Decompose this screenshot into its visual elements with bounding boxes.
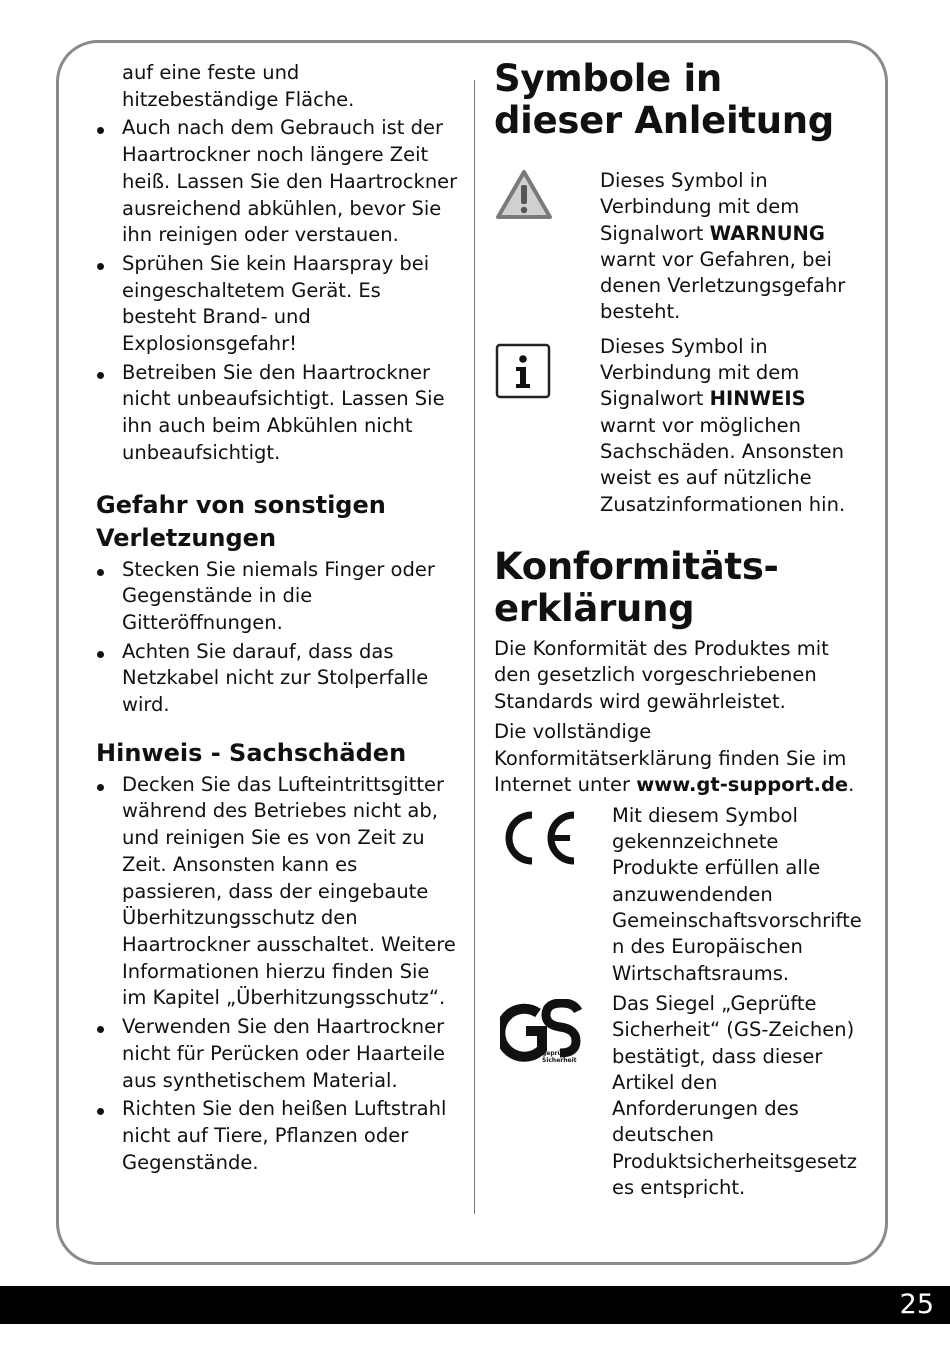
left-column (96, 60, 458, 1176)
conformity-paragraph-2 (494, 719, 856, 799)
gs-logo-text-2: Sicherheit (542, 1056, 577, 1064)
ce-symbol-row (494, 803, 862, 987)
gs-description (612, 991, 856, 1201)
gs-logo-text-1: geprüfte (542, 1049, 572, 1057)
ce-line: n des Europäischen (612, 935, 803, 959)
heading-conformity-line1: Konformitäts- (494, 544, 779, 588)
info-description (600, 334, 856, 518)
gs-line: Artikel den (612, 1070, 718, 1094)
gs-line: bestätigt, dass dieser (612, 1044, 823, 1068)
heading-conformity (494, 546, 856, 630)
gs-mark-icon (500, 999, 584, 1069)
list-item: Auch nach dem Gebrauch ist der Haartrockner noch längere Zeit heiß. Lassen Sie den Haartrockner ausreichend abkühlen, bevor Sie ihn reinigen oder verstauen. (96, 115, 458, 249)
ce-line: Gemeinschaftsvorschrifte (612, 909, 862, 933)
info-keyword: HINWEIS (709, 387, 806, 411)
gs-line: Sicherheit“ (GS-Zeichen) (612, 1018, 855, 1042)
bullet-list-injuries (96, 557, 458, 719)
heading-other-injuries: Gefahr von sonstigen Verletzungen (96, 490, 386, 552)
page-number: 25 (899, 1289, 934, 1320)
ce-line: gekennzeichnete (612, 830, 779, 854)
conformity-text-before: Die vollständige Konformitätserklärung finden Sie im Internet unter (494, 720, 847, 797)
warning-text-before: Dieses Symbol in Verbindung mit dem Signalwort (600, 169, 800, 245)
ce-description (612, 803, 862, 987)
ce-line: Produkte erfüllen alle (612, 856, 821, 880)
right-column (494, 57, 862, 1201)
info-text-before: Dieses Symbol in Verbindung mit dem Signalwort (600, 334, 800, 411)
ce-line: Wirtschaftsraums. (612, 961, 790, 985)
warning-description (600, 168, 856, 326)
warning-text-after: warnt vor Gefahren, bei denen Verletzungsgefahr besteht. (600, 247, 846, 324)
info-symbol-row (494, 334, 856, 518)
info-text-after: warnt vor möglichen Sachschäden. Ansonsten weist es auf nützliche Zusatzinformationen hin. (600, 413, 846, 516)
conformity-url-link[interactable]: www.gt-support.de (636, 773, 849, 797)
ce-line: Mit diesem Symbol (612, 803, 798, 827)
ce-line: anzuwendenden (612, 882, 773, 906)
intro-continuation: auf eine feste und hitzebeständige Fläche. (122, 61, 355, 111)
warning-triangle-icon (494, 168, 554, 226)
list-item: Decken Sie das Lufteintrittsgitter während des Betriebes nicht ab, und reinigen Sie es von Zeit zu Zeit. Ansonsten kann es passieren, dass der eingebaute Überhitzungsschutz den Haartrockner ausschaltet. Weitere Informationen hierzu finden Sie im Kapitel „Überhitzungsschutz“. (96, 772, 458, 1012)
heading-conformity-line2: erklärung (494, 586, 695, 630)
gs-line: es entspricht. (612, 1176, 746, 1200)
conformity-paragraph-1: Die Konformität des Produktes mit den gesetzlich vorgeschriebenen Standards wird gewährleistet. (494, 636, 829, 713)
warning-symbol-row (494, 168, 856, 326)
gs-line: deutschen (612, 1123, 714, 1147)
list-item: Richten Sie den heißen Luftstrahl nicht auf Tiere, Pflanzen oder Gegenstände. (96, 1096, 458, 1176)
list-item: Verwenden Sie den Haartrockner nicht für Perücken oder Haarteile aus synthetischem Material. (96, 1014, 458, 1094)
list-item: Stecken Sie niemals Finger oder Gegenstände in die Gitteröffnungen. (96, 557, 458, 637)
conformity-text-after: . (848, 773, 855, 797)
list-item: Sprühen Sie kein Haarspray bei eingeschaltetem Gerät. Es besteht Brand- und Explosionsgefahr! (96, 251, 458, 358)
heading-property-damage: Hinweis - Sachschäden (96, 738, 407, 767)
ce-mark-icon (498, 809, 580, 871)
bullet-list-damage (96, 772, 458, 1177)
bullet-list-general (96, 115, 458, 466)
footer-bar (0, 1286, 950, 1324)
list-item: Betreiben Sie den Haartrockner nicht unbeaufsichtigt. Lassen Sie ihn auch beim Abkühlen nicht unbeaufsichtigt. (96, 360, 458, 467)
list-item: Achten Sie darauf, dass das Netzkabel nicht zur Stolperfalle wird. (96, 639, 458, 719)
gs-line: Anforderungen des (612, 1097, 799, 1121)
gs-symbol-row (494, 991, 856, 1201)
warning-keyword: WARNUNG (709, 221, 825, 245)
gs-line: Produktsicherheitsgesetz (612, 1149, 857, 1173)
info-icon (494, 342, 552, 404)
heading-symbols: Symbole in dieser Anleitung (494, 57, 834, 142)
gs-line: Das Siegel „Geprüfte (612, 991, 817, 1015)
column-divider (474, 80, 475, 1214)
